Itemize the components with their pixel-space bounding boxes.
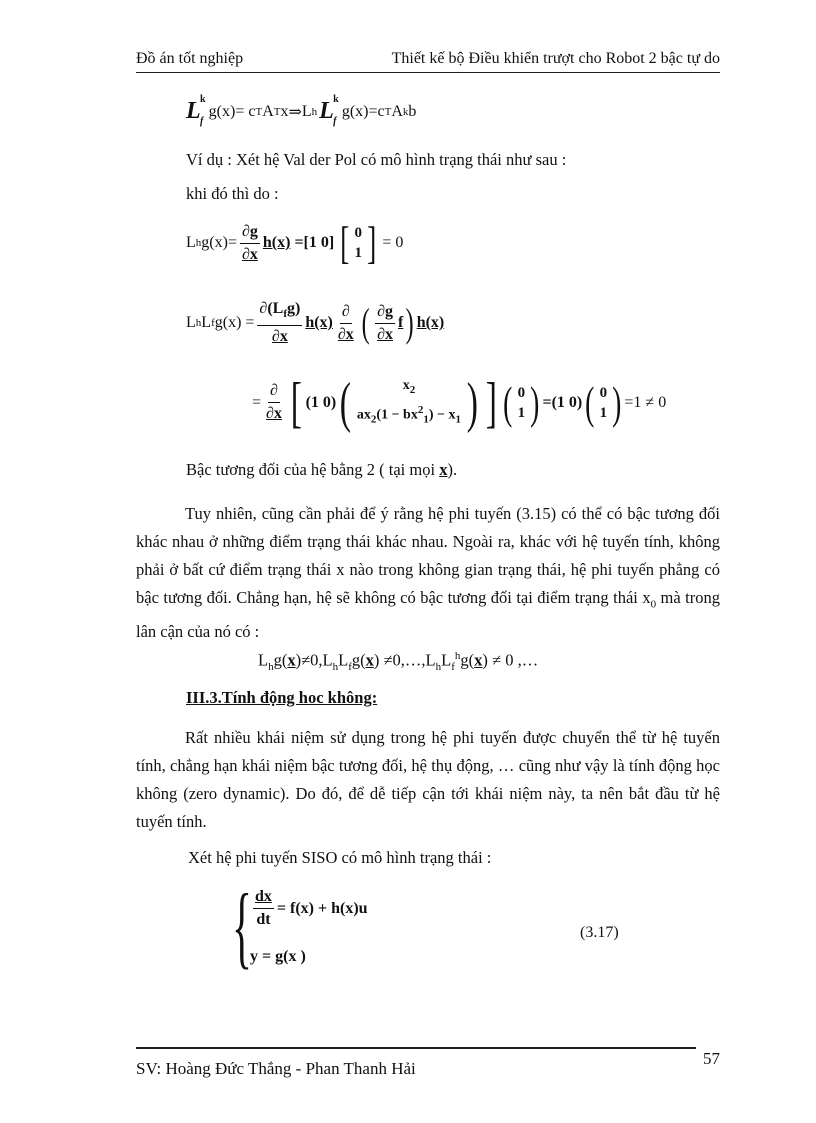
then-text: khi đó thì do : (186, 184, 279, 203)
equation-number: (3.17) (580, 924, 619, 941)
relative-degree-text: Bậc tương đối của hệ bằng 2 ( tại mọi x). (186, 460, 458, 479)
fraction-d-dx-3: $\frac{\partial}{\partial x}$ (266, 382, 282, 423)
paragraph-2: Rất nhiều khái niệm sử dụng trong hệ phi tuyến được chuyển thể từ hệ tuyến tính, chẳng hạn khái niệm bậc tương đối, hệ thụ động, … cũng như vậy là tính động học không (zero dynamic). Do đó, để dễ tiếp cận tới khái niệm này, ta nên bắt đầu từ hệ tuyến tính. (136, 728, 720, 831)
paragraph-1: Tuy nhiên, cũng cần phải để ý rằng hệ phi tuyến (3.15) có thể có bậc tương đối khác nhau ở những điểm trạng thái khác nhau. Ngoài ra, khác với hệ tuyến tính, không phải ở bất cứ điểm trạng thái x nào trong không gian trạng thái, hệ phi tuyến phẳng có bậc tương đối. Chẳng hạn, hệ sẽ không có bậc tương đối tại điểm trạng thái $x_0$ mà trong lân cận của nó có : (136, 504, 720, 642)
footer-rule (136, 1047, 696, 1049)
fraction-dLfg-dx: $\frac{\partial(L_fg)}{\partial x}$ (259, 300, 301, 346)
page-header (136, 50, 720, 73)
lie-derivative-symbol-2: L k f (319, 94, 339, 127)
example-text: Ví dụ : Xét hệ Val der Pol có mô hình trạng thái như sau : (186, 150, 567, 169)
vector-field: $x_2$ $ax_2(1 - bx^2_1) - x_1$ (356, 378, 461, 426)
page-footer (136, 1047, 720, 1087)
system-row-1: $\frac{dx}{dt}$ = f(x) + h(x)u (255, 888, 368, 928)
fraction-dg-dx: $\frac{\partial g}{\partial x}$ (241, 222, 258, 263)
equation-3: = $\frac{\partial}{\partial x}$ [ (1 0) ( $x_2$ $ax_2(1 - bx^2_1) - x_1$ ) ] ( 0 1 ) =(1 0) ( 0 1 ) =1 ≠ 0 (252, 371, 667, 434)
state-model-system (232, 875, 652, 977)
equation-top: L k f g(x)= c T A T x ⇒ L h L k f g(x)=c T A k b (186, 94, 417, 127)
section-heading: III.3.Tính động hoc không: (186, 688, 378, 707)
equation-2: L h L f g(x) = $\frac{\partial(L_fg)}{\partial x}$ h(x) $\frac{\partial}{\partial x}$ ( $\frac{\partial g}{\partial x}$ f ) h(x) (186, 298, 444, 348)
paragraph-3: Xét hệ phi tuyến SISO có mô hình trạng thái : (188, 848, 492, 867)
left-brace: { (232, 875, 252, 977)
condition-line: $L_hg(x)\ne 0,L_hL_fg(x)$ $\ne 0,\dots,L_hL_f^hg(x) \ne 0$ ,… (258, 650, 539, 673)
equation-1: L h g(x)= $\frac{\partial g}{\partial x}$ h(x) =[1 0] [ 0 1 ] = 0 (186, 217, 404, 268)
footer-authors: SV: Hoàng Đức Thắng - Phan Thanh Hải (136, 1059, 416, 1078)
column-vector-0-1: [ 0 1 ] (340, 217, 377, 268)
system-row-2: y = g(x ) (250, 948, 306, 965)
lie-derivative-symbol: L k f (186, 94, 206, 127)
header-left: Đồ án tốt nghiệp (136, 50, 244, 67)
fraction-dg-dx-2: $\frac{\partial g}{\partial x}$ (377, 302, 394, 343)
page-number: 57 (703, 1049, 720, 1068)
fraction-d-dx: $\frac{\partial}{\partial x}$ (337, 302, 354, 343)
implies-symbol: ⇒ (288, 103, 302, 121)
header-right: Thiết kế bộ Điều khiển trượt cho Robot 2 bậc tự do (391, 50, 720, 67)
